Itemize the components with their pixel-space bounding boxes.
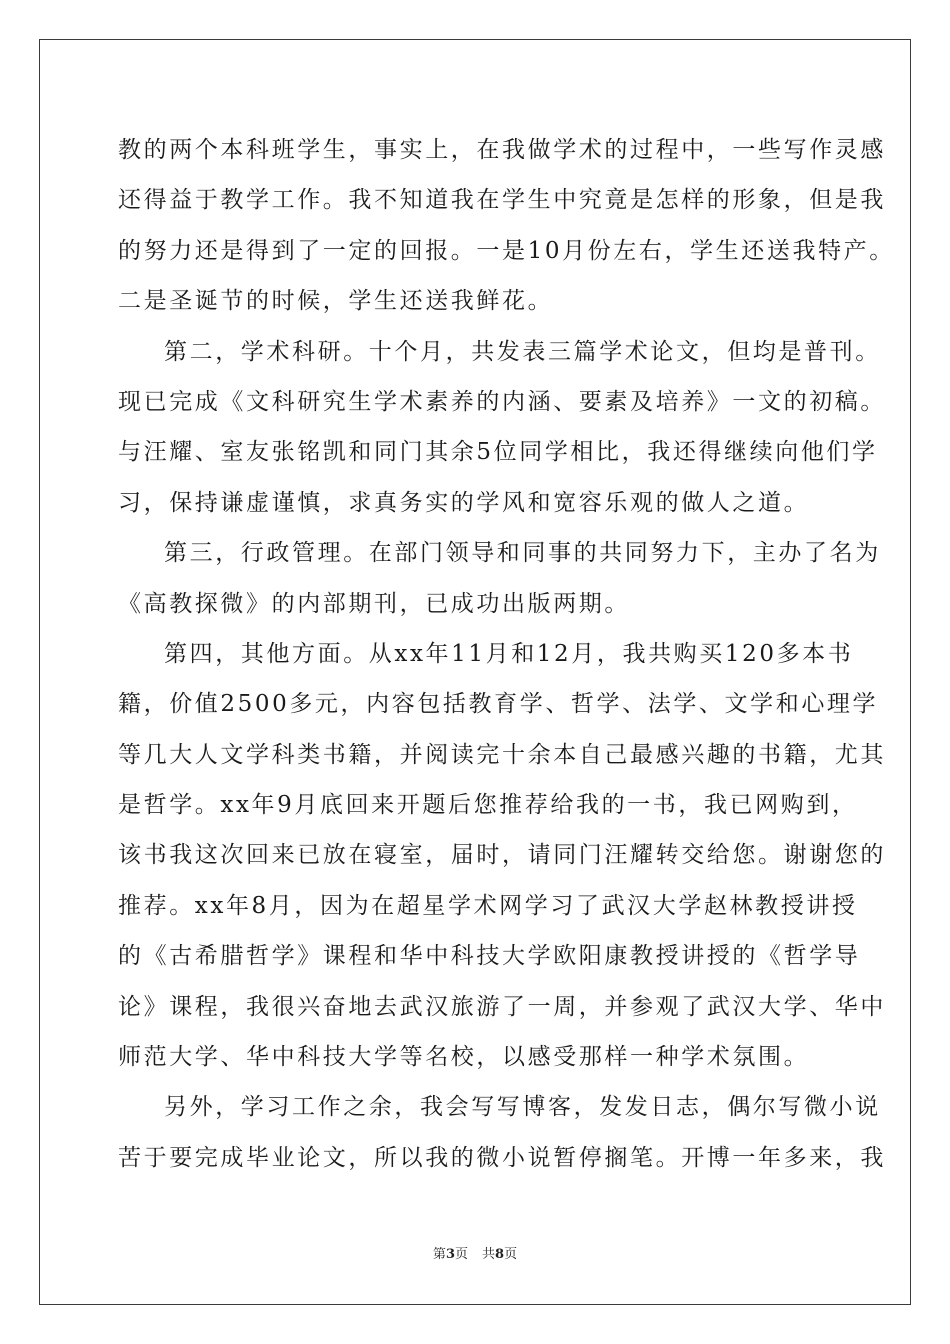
total-label-prefix: 共 <box>482 1247 496 1262</box>
text-line: 论》课程，我很兴奋地去武汉旅游了一周，并参观了武汉大学、华中 <box>118 993 886 1020</box>
text-line: 籍，价值2500多元，内容包括教育学、哲学、法学、文学和心理学 <box>118 691 879 718</box>
total-page-number: 8 <box>495 1247 505 1262</box>
text-line: 的努力还是得到了一定的回报。一是10月份左右，学生还送我特产。 <box>118 237 895 264</box>
text-line: 教的两个本科班学生，事实上，在我做学术的过程中，一些写作灵感 <box>118 137 886 163</box>
text-line: 另外，学习工作之余，我会写写博客，发发日志，偶尔写微小说 <box>164 1094 881 1121</box>
page-footer <box>0 1243 950 1262</box>
text-line: 等几大人文学科类书籍，并阅读完十余本自己最感兴趣的书籍，尤其 <box>118 741 886 768</box>
current-page-number: 3 <box>445 1247 455 1262</box>
text-line: 《高教探微》的内部期刊，已成功出版两期。 <box>118 590 630 617</box>
text-line: 师范大学、华中科技大学等名校，以感受那样一种学术氛围。 <box>118 1044 810 1071</box>
text-line: 第二，学术科研。十个月，共发表三篇学术论文，但均是普刊。 <box>164 338 881 365</box>
text-line: 推荐。xx年8月，因为在超星学术网学习了武汉大学赵林教授讲授 <box>118 892 858 919</box>
text-line: 习，保持谦虚谨慎，求真务实的学风和宽容乐观的做人之道。 <box>118 489 810 516</box>
text-line: 该书我这次回来已放在寝室，届时，请同门汪耀转交给您。谢谢您的 <box>118 842 886 869</box>
total-label-suffix: 页 <box>504 1247 518 1262</box>
text-line: 的《古希腊哲学》课程和华中科技大学欧阳康教授讲授的《哲学导 <box>118 943 861 970</box>
text-line: 第三，行政管理。在部门领导和同事的共同努力下，主办了名为 <box>164 540 881 567</box>
text-line: 第四，其他方面。从xx年11月和12月，我共购买120多本书 <box>164 640 854 667</box>
text-line: 与汪耀、室友张铭凯和同门其余5位同学相比，我还得继续向他们学 <box>118 439 878 466</box>
text-line: 苦于要完成毕业论文，所以我的微小说暂停搁笔。开博一年多来，我 <box>118 1144 886 1171</box>
text-line: 现已完成《文科研究生学术素养的内涵、要素及培养》一文的初稿。 <box>118 388 886 415</box>
text-line: 二是圣诞节的时候，学生还送我鲜花。 <box>118 288 554 315</box>
page-label-prefix: 第 <box>432 1247 446 1262</box>
body-text <box>118 128 895 1186</box>
page-label-suffix: 页 <box>454 1247 468 1262</box>
text-line: 还得益于教学工作。我不知道我在学生中究竟是怎样的形象，但是我 <box>118 187 886 214</box>
text-line: 是哲学。xx年9月底回来开题后您推荐给我的一书，我已网购到， <box>118 792 858 819</box>
